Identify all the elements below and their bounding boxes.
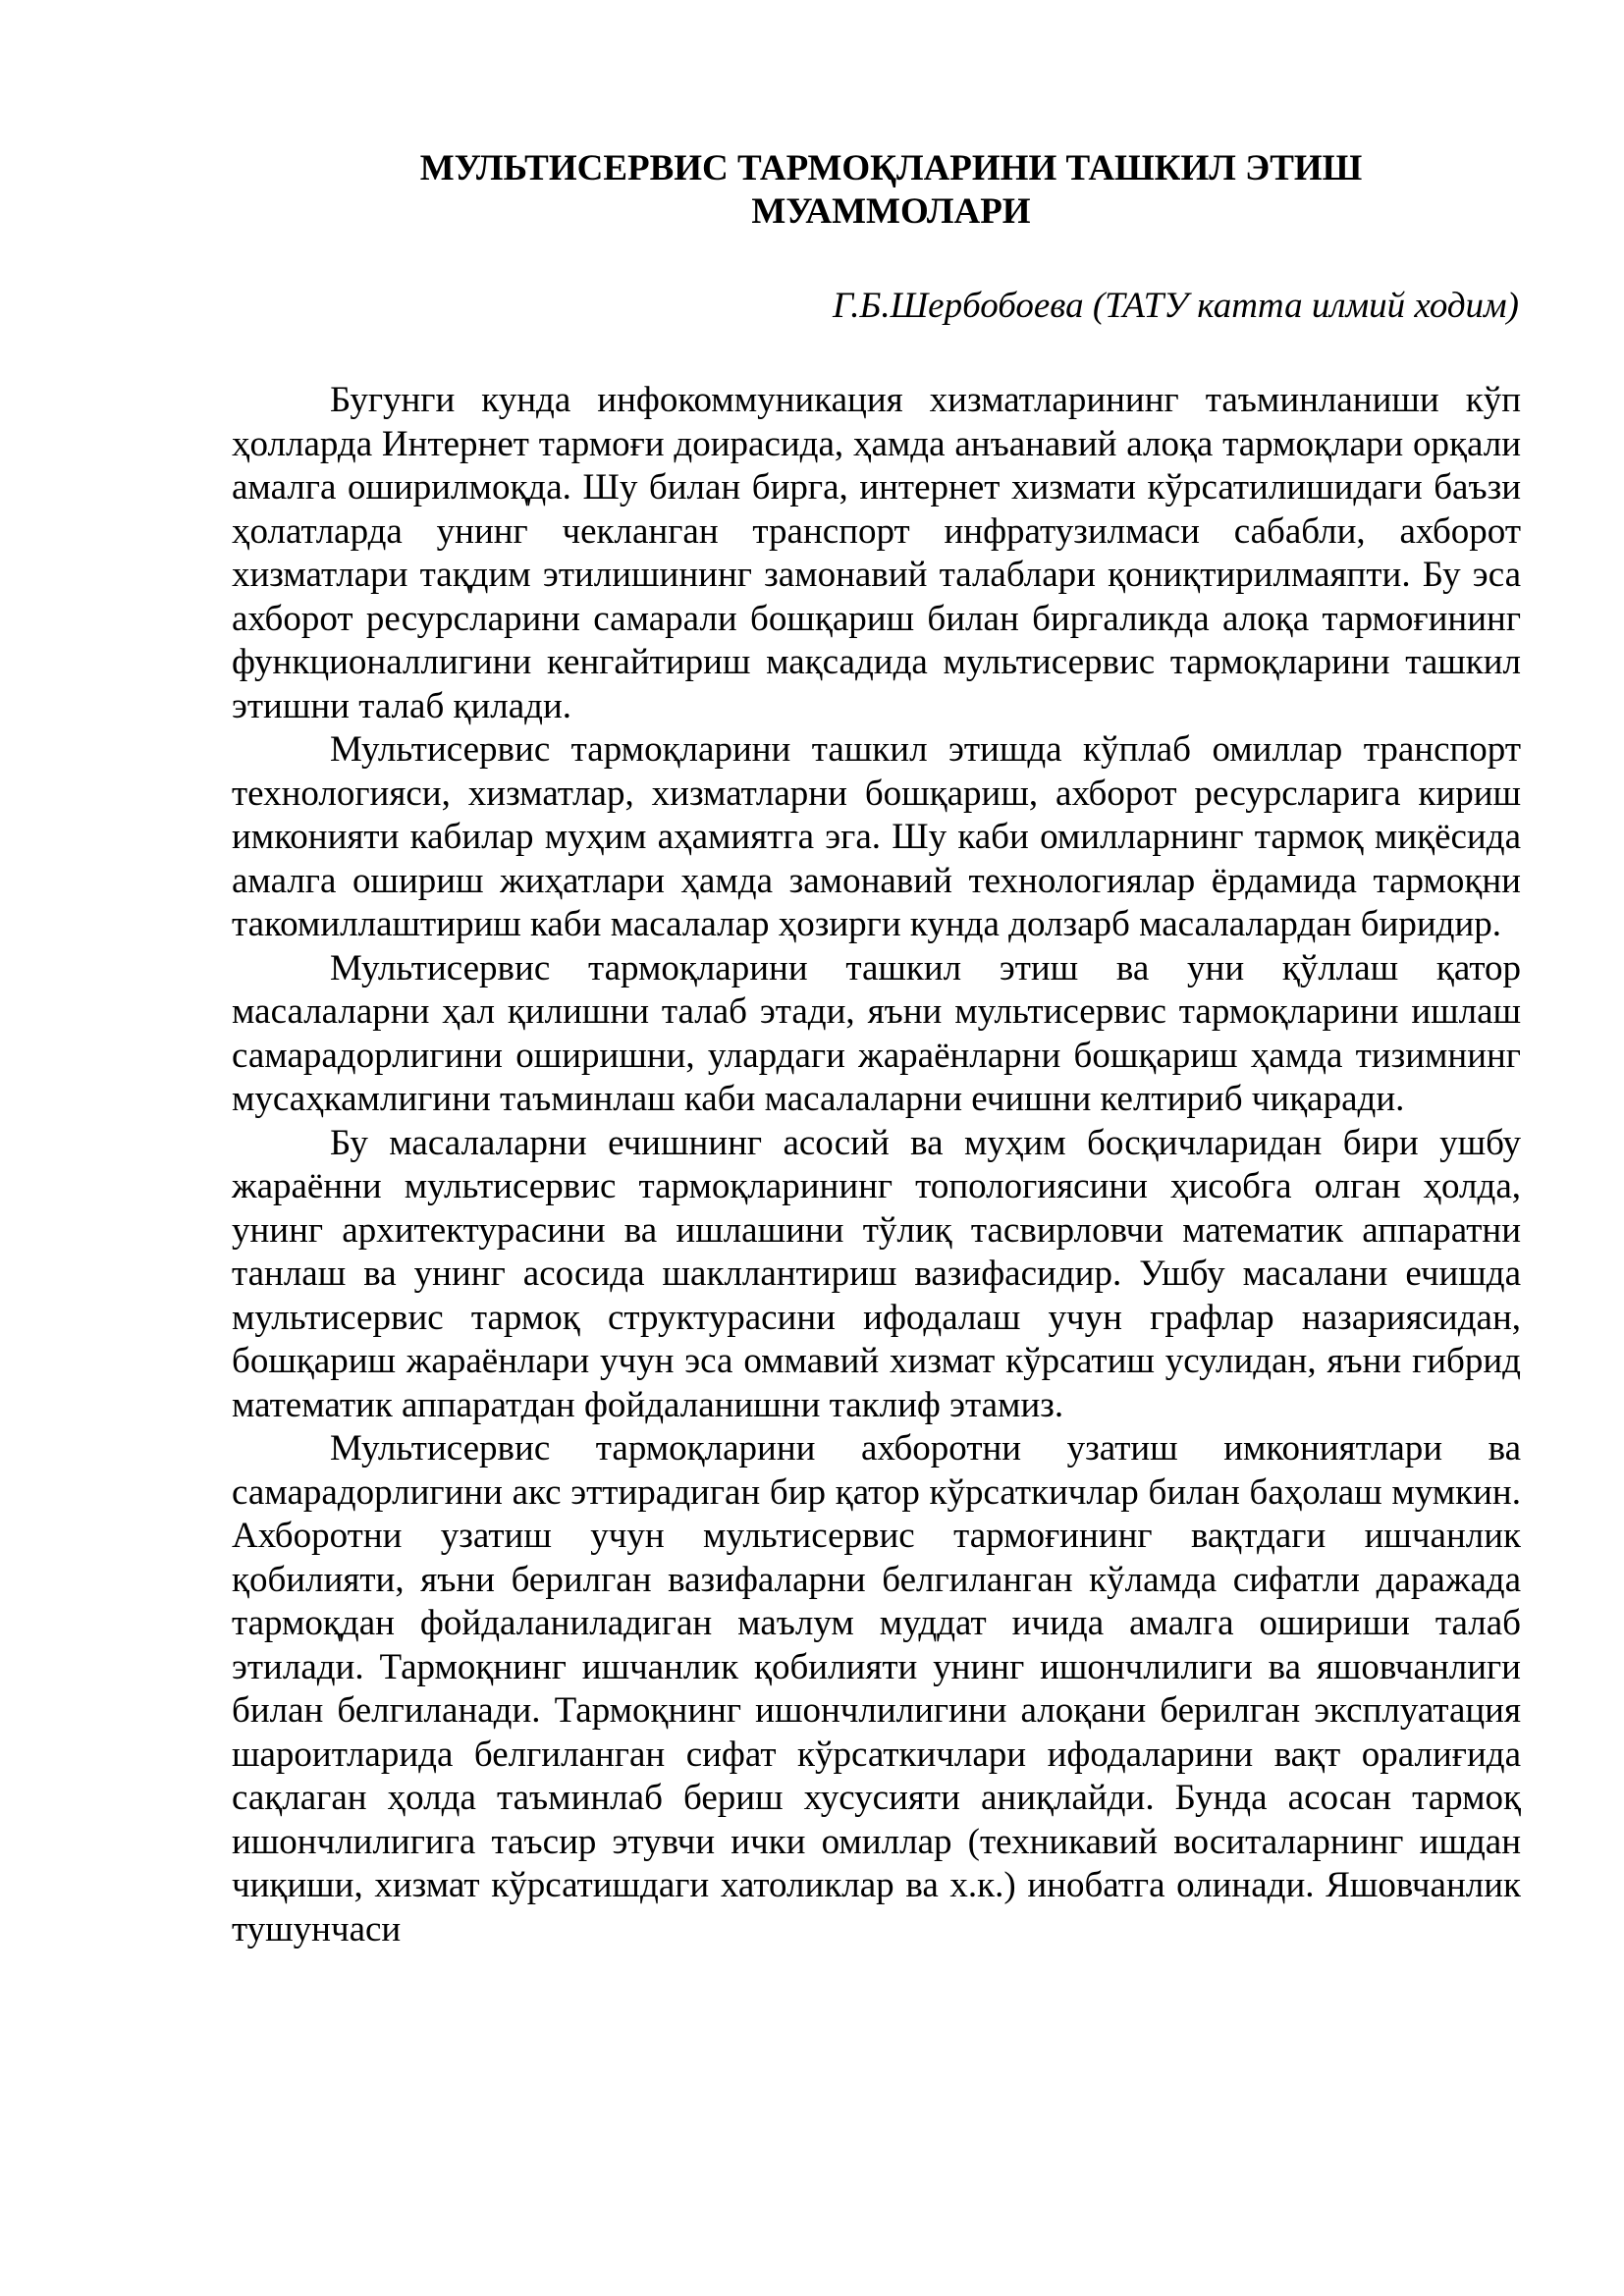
author-line: Г.Б.Шербобоева (ТАТУ катта илмий ходим)	[832, 286, 1519, 326]
title-line-2: МУАММОЛАРИ	[751, 191, 1031, 232]
title-line-1: МУЛЬТИСЕРВИС ТАРМОҚЛАРИНИ ТАШКИЛ ЭТИШ	[419, 148, 1363, 188]
paragraph-1: Бугунги кунда инфокоммуникация хизматларининг таъминланиши кўп ҳолларда Интернет тармоғи доирасида, ҳамда анъанавий алоқа тармоқлари орқали амалга оширилмоқда. Шу билан бирга, интернет хизмати кўрсатилишидаги баъзи ҳолатларда унинг чекланган транспорт инфратузилмаси сабабли, ахборот хизматлари тақдим этилишининг замонавий талаблари қониқтирилмаяпти. Бу эса ахборот ресурсларини самарали бошқариш билан биргаликда алоқа тармоғининг функционаллигини кенгайтириш мақсадида мультисервис тармоқларини ташкил этишни талаб қилади.	[232, 380, 1521, 726]
document-title	[232, 147, 1521, 234]
paragraph-5: Мультисервис тармоқларини ахборотни узатиш имкониятлари ва самарадорлигини акс эттирадиган бир қатор кўрсаткичлар билан баҳолаш мумкин. Ахборотни узатиш учун мультисервис тармоғининг вақтдаги ишчанлик қобилияти, яъни берилган вазифаларни белгиланган кўламда сифатли даражада тармоқдан фойдаланиладиган маълум муддат ичида амалга ошириши талаб этилади. Тармоқнинг ишчанлик қобилияти унинг ишончлилиги ва яшовчанлиги билан белгиланади. Тармоқнинг ишончлилигини алоқани берилган эксплуатация шароитларида белгиланган сифат кўрсаткичлари ифодаларини вақт оралиғида сақлаган ҳолда таъминлаб бериш хусусияти аниқлайди. Бунда асосан тармоқ ишончлилигига таъсир этувчи ички омиллар (техникавий воситаларнинг ишдан чиқиши, хизмат кўрсатишдаги хатоликлар ва х.к.) инобатга олинади. Яшовчанлик тушунчаси	[232, 1428, 1521, 1949]
document-body	[232, 379, 1521, 1951]
paragraph-2: Мультисервис тармоқларини ташкил этишда кўплаб омиллар транспорт технологияси, хизматлар, хизматларни бошқариш, ахборот ресурсларига кириш имконияти кабилар муҳим аҳамиятга эга. Шу каби омилларнинг тармоқ миқёсида амалга ошириш жиҳатлари ҳамда замонавий технологиялар ёрдамида тармоқни такомиллаштириш каби масалалар ҳозирги кунда долзарб масалалардан биридир.	[232, 729, 1521, 944]
paragraph-3: Мультисервис тармоқларини ташкил этиш ва уни қўллаш қатор масалаларни ҳал қилишни талаб этади, яъни мультисервис тармоқларини ишлаш самарадорлигини оширишни, улардаги жараёнларни бошқариш ҳамда тизимнинг мусаҳкамлигини таъминлаш каби масалаларни ечишни келтириб чиқаради.	[232, 947, 1521, 1119]
document-page	[232, 147, 1521, 1951]
paragraph-4: Бу масалаларни ечишнинг асосий ва муҳим босқичларидан бири ушбу жараённи мультисервис тармоқларининг топологиясини ҳисобга олган ҳолда, унинг архитектурасини ва ишлашини тўлиқ тасвирловчи математик аппаратни танлаш ва унинг асосида шакллантириш вазифасидир. Ушбу масалани ечишда мультисервис тармоқ структурасини ифодалаш учун графлар назариясидан, бошқариш жараёнлари учун эса оммавий хизмат кўрсатиш усулидан, яъни гибрид математик аппаратдан фойдаланишни таклиф этамиз.	[232, 1122, 1521, 1425]
